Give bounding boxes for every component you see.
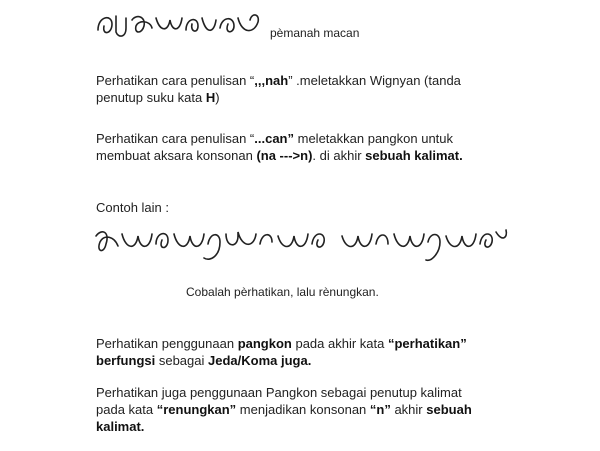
latin-transliteration-2: Cobalah pèrhatikan, lalu rènungkan. (186, 285, 379, 299)
paragraph-penutup (96, 384, 576, 435)
paragraph-jeda-line-1: Perhatikan penggunaan pangkon pada akhir kata “perhatikan” (96, 336, 467, 351)
javanese-script-sentence (92, 222, 512, 266)
paragraph-wignyan (96, 72, 576, 106)
javanese-script-pemanah-macan (94, 8, 264, 42)
paragraph-penutup-line-3: kalimat. (96, 419, 145, 434)
paragraph-penutup-line-2: pada kata “renungkan” menjadikan konsonan “n” akhir sebuah (96, 402, 472, 417)
paragraph-wignyan-line-2: penutup suku kata H) (96, 90, 220, 105)
paragraph-pangkon (96, 130, 576, 164)
latin-transliteration-1: pèmanah macan (270, 26, 360, 40)
paragraph-pangkon-line-2: membuat aksara konsonan (na --->n). di akhir sebuah kalimat. (96, 148, 463, 163)
paragraph-jeda (96, 335, 576, 369)
paragraph-jeda-line-2: berfungsi sebagai Jeda/Koma juga. (96, 353, 312, 368)
contoh-heading: Contoh lain : (96, 200, 169, 215)
paragraph-pangkon-line-1: Perhatikan cara penulisan “...can” meletakkan pangkon untuk (96, 131, 454, 146)
paragraph-wignyan-line-1: Perhatikan cara penulisan “,,,nah” .meletakkan Wignyan (tanda (96, 73, 461, 88)
paragraph-penutup-line-1: Perhatikan juga penggunaan Pangkon sebagai penutup kalimat (96, 385, 462, 400)
